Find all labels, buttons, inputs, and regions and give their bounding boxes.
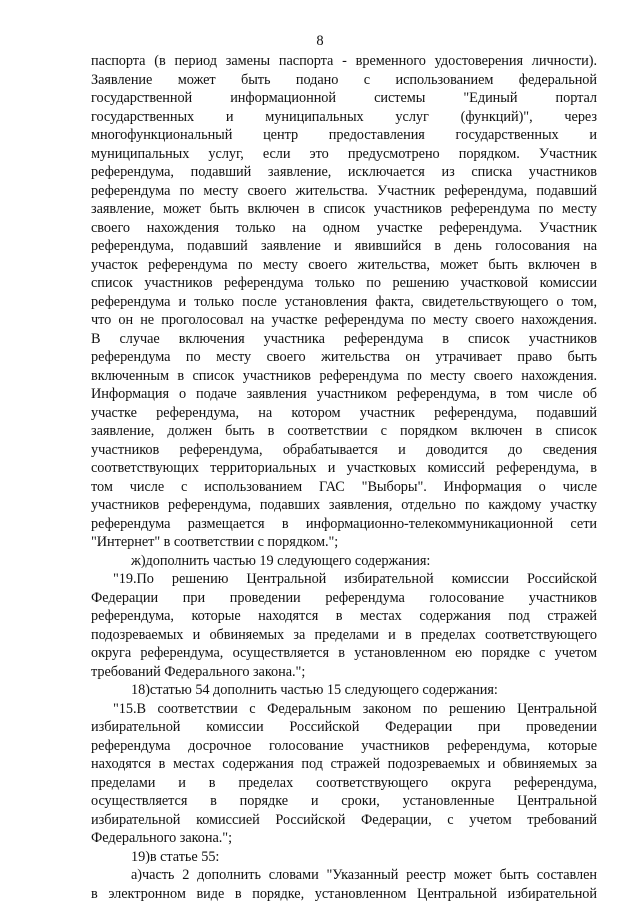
paragraph-item-18	[91, 681, 597, 700]
text-line: осуществляется в порядке и сроки, установленные Центральной	[91, 793, 597, 809]
text-line: ж)дополнить частью 19 следующего содержания:	[131, 552, 431, 569]
text-line: "Интернет" в соответствии с порядком.";	[91, 534, 339, 550]
text-line: а)часть 2 дополнить словами "Указанный реестр может быть составлен	[131, 867, 597, 883]
text-line: заявление, может быть включен в список участников референдума по месту	[91, 201, 597, 217]
text-line: референдума по месту своего жительства он утрачивает право быть	[91, 349, 597, 365]
text-line: пределами и в пределах соответствующего округа референдума,	[91, 774, 597, 791]
text-line: референдума размещается в информационно-телекоммуникационной сети	[91, 515, 597, 532]
text-line: подозреваемых и обвиняемых за пределами и в пределах соответствующего	[91, 626, 597, 643]
text-line: избирательной комиссией Российской Федерации, с учетом требований	[91, 811, 597, 828]
text-line: том числе с использованием ГАС "Выборы". Информация о числе	[91, 478, 597, 495]
text-line: Федерации при проведении референдума голосование участников	[91, 589, 597, 606]
paragraph-item-zh	[91, 552, 597, 571]
paragraph-part-15	[91, 700, 597, 848]
text-line: референдума, подавший заявление и явившийся в день голосования на	[91, 238, 597, 254]
text-line: "15.В соответствии с Федеральным законом по решению Центральной	[113, 700, 597, 717]
text-line: округа референдума, осуществляется в установленном ею порядке с учетом	[91, 645, 597, 661]
text-line: включенным в список участников референдума по месту своего нахождения.	[91, 367, 597, 384]
text-line: паспорта (в период замены паспорта - временного удостоверения личности).	[91, 53, 597, 69]
document-body	[91, 52, 597, 903]
text-line: муниципальных услуг, если это предусмотрено порядком. Участник	[91, 145, 597, 162]
text-line: соответствующих территориальных и участковых комиссий референдума, в	[91, 460, 597, 476]
text-line: своего нахождения только на одном участке референдума. Участник	[91, 219, 597, 236]
text-line: референдума, подавший заявление, исключается из списка участников	[91, 164, 597, 180]
text-line: референдума, которые находятся в местах содержания под стражей	[91, 608, 597, 624]
text-line: многофункциональный центр предоставления государственных и	[91, 127, 597, 143]
text-line: в электронном виде в порядке, установленном Центральной избирательной	[91, 885, 597, 902]
text-line: требований Федерального закона.";	[91, 663, 306, 680]
text-line: 19)в статье 55:	[131, 848, 220, 865]
text-line: участок референдума по месту своего жительства, может быть включен в	[91, 256, 597, 273]
text-line: Федерального закона.";	[91, 830, 233, 846]
text-line: участников референдума, обрабатывается и доводится до сведения	[91, 441, 597, 458]
text-line: Информация о подаче заявления участником референдума, в том числе об	[91, 386, 597, 402]
text-line: государственной информационной системы "Единый портал	[91, 90, 597, 106]
page-number: 8	[316, 33, 324, 49]
text-line: референдума досрочное голосование участников референдума, которые	[91, 737, 597, 754]
text-line: государственных и муниципальных услуг (функций)", через	[91, 108, 597, 125]
paragraph-continuation	[91, 52, 597, 552]
text-line: Заявление может быть подано с использованием федеральной	[91, 71, 597, 88]
text-line: находятся в местах содержания под стражей подозреваемых и обвиняемых за	[91, 756, 597, 772]
text-line: референдума и только после установления факта, свидетельствующего о том,	[91, 293, 597, 310]
text-line: референдума по месту своего жительства. Участник референдума, подавший	[91, 182, 597, 199]
text-line: заявление, должен быть в соответствии с порядком включен в список	[91, 423, 597, 439]
text-line: избирательной комиссии Российской Федерации при проведении	[91, 719, 597, 735]
text-line: В случае включения участника референдума в список участников	[91, 330, 597, 347]
text-line: "19.По решению Центральной избирательной комиссии Российской	[113, 571, 597, 587]
text-line: 18)статью 54 дополнить частью 15 следующего содержания:	[131, 682, 498, 698]
paragraph-item-a	[91, 866, 597, 903]
paragraph-item-19	[91, 848, 597, 867]
text-line: участников референдума, подавших заявления, отдельно по каждому участку	[91, 497, 597, 513]
text-line: участке референдума, на котором участник референдума, подавший	[91, 404, 597, 421]
text-line: список участников референдума только по решению участковой комиссии	[91, 275, 597, 291]
text-line: что он не проголосовал на участке референдума по месту своего нахождения.	[91, 312, 597, 328]
paragraph-part-19	[91, 570, 597, 681]
